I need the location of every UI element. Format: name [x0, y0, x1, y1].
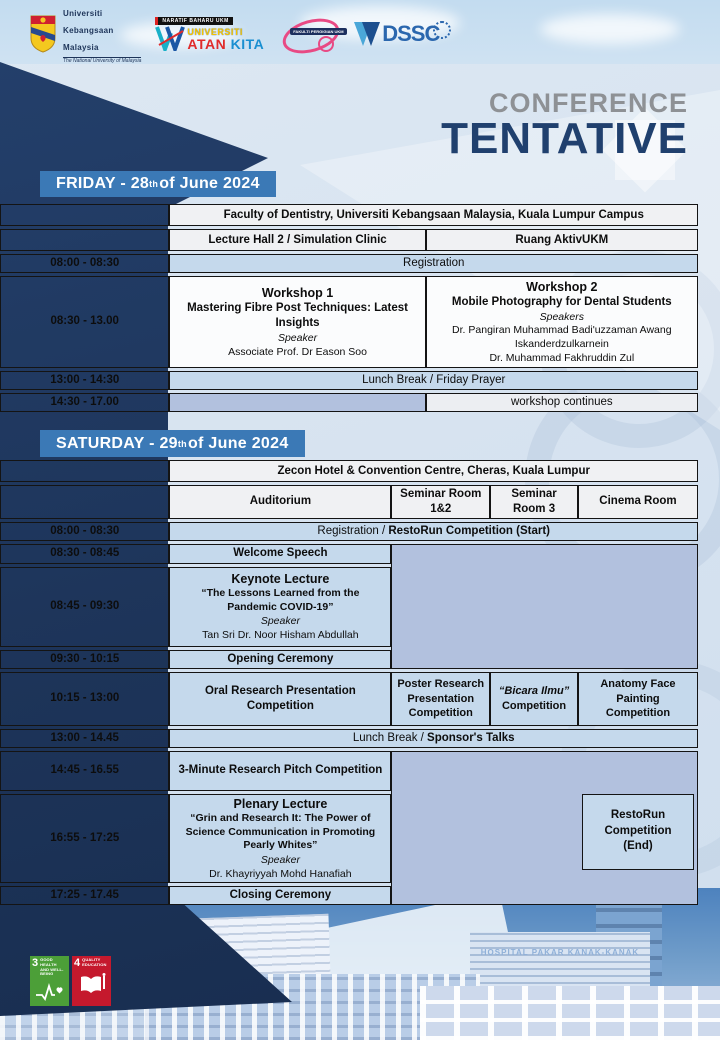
workshop2-subtitle: Mobile Photography for Dental Students — [451, 295, 672, 308]
workshop2-speaker-label: Speakers — [539, 310, 584, 323]
cloud-shape — [540, 14, 680, 44]
workshop1-cell — [169, 276, 425, 368]
keynote-quote: “The Lessons Learned from the Pandemic COVID-19” — [201, 587, 360, 613]
ukm-tagline: The National University of Malaysia — [63, 57, 142, 64]
lunch-text: Lunch Break / — [352, 731, 428, 744]
time-cell: 08:00 - 08:30 — [0, 254, 169, 273]
watan-top-text: NARATIF BAHARU UKM — [155, 17, 232, 25]
sdg3-label-line1: GOOD HEALTH — [40, 957, 57, 967]
sdg3-number: 3 — [32, 957, 39, 969]
watan-atan: ATAN — [187, 36, 227, 52]
time-cell — [0, 460, 169, 482]
heartbeat-icon — [35, 981, 65, 1003]
time-cell: 08:30 - 13.00 — [0, 276, 169, 368]
friday-banner-suffix: of June 2024 — [159, 175, 260, 192]
saturday-banner-suffix: of June 2024 — [187, 434, 289, 452]
saturday-venue-cell: Zecon Hotel & Convention Centre, Cheras, Kuala Lumpur — [169, 460, 698, 482]
sdg4-number: 4 — [74, 957, 81, 969]
workshop2-speaker2: Dr. Muhammad Fakhruddin Zul — [489, 351, 635, 364]
friday-banner-prefix: FRIDAY - 28 — [56, 175, 150, 192]
keynote-title: Keynote Lecture — [231, 571, 330, 586]
sponsors-talks-text: Sponsor's Talks — [427, 731, 515, 744]
workshop1-speaker-label: Speaker — [277, 331, 318, 344]
closing-ceremony-cell: Closing Ceremony — [169, 886, 391, 905]
ukm-logo — [28, 4, 141, 64]
friday-empty-cell — [169, 393, 425, 412]
saturday-schedule-table — [0, 457, 698, 908]
column-header-seminar3: Seminar Room 3 — [490, 485, 578, 519]
saturday-lunch-cell — [169, 729, 698, 748]
time-cell: 16:55 - 17:25 — [0, 794, 169, 883]
ukm-line1: Universiti — [63, 9, 103, 19]
workshop1-subtitle: Mastering Fibre Post Techniques: Latest Insights — [187, 301, 408, 329]
watan-w-icon — [155, 25, 185, 51]
oral-research-cell: Oral Research Presentation Competition — [169, 672, 391, 726]
workshop1-speaker: Associate Prof. Dr Eason Soo — [228, 345, 367, 358]
keynote-cell — [169, 567, 391, 647]
ukm-crest-icon — [28, 15, 58, 53]
research-pitch-cell: 3-Minute Research Pitch Competition — [169, 751, 391, 791]
merged-morning-cell — [391, 544, 698, 669]
watan-kita-line — [187, 37, 264, 51]
welcome-speech-cell: Welcome Speech — [169, 544, 391, 564]
dssc-triangle-icon — [362, 22, 380, 46]
sdg3-label — [40, 958, 67, 977]
sdg4-label-line2: EDUCATION — [82, 961, 107, 967]
watan-universiti: UNIVERSITI — [187, 27, 243, 37]
watan-kita: KITA — [230, 36, 265, 52]
watan-main — [155, 25, 264, 51]
dssc-globe-icon — [433, 21, 451, 39]
plenary-cell — [169, 794, 391, 883]
open-book-icon — [77, 973, 107, 995]
opening-ceremony-cell: Opening Ceremony — [169, 650, 391, 669]
registration-text: Registration / — [317, 524, 389, 537]
column-header-auditorium: Auditorium — [169, 485, 391, 519]
sdg4-badge — [72, 956, 111, 1006]
hospital-foreground — [420, 986, 720, 1040]
ukm-line2: Kebangsaan — [63, 25, 114, 35]
time-cell: 14:30 - 17.00 — [0, 393, 169, 412]
dssc-wordmark: DSSC — [382, 21, 440, 46]
keynote-speaker: Tan Sri Dr. Noor Hisham Abdullah — [202, 629, 359, 642]
poster-title-line1: CONFERENCE — [488, 88, 688, 118]
sdg3-badge — [30, 956, 69, 1006]
workshop2-title: Workshop 2 — [526, 279, 598, 294]
poster-title-line2: TENTATIVE — [441, 114, 688, 163]
time-cell — [0, 229, 169, 251]
time-cell: 09:30 - 10:15 — [0, 650, 169, 669]
poster-research-cell: Poster Research Presentation Competition — [391, 672, 490, 726]
logo-bar — [28, 9, 451, 64]
faculty-dentistry-logo — [278, 12, 344, 56]
plenary-title: Plenary Lecture — [233, 796, 328, 811]
watan-wordmark — [187, 28, 264, 51]
ukm-line3: Malaysia — [63, 42, 99, 52]
workshop2-cell — [426, 276, 698, 368]
hospital-sign-text: HOSPITAL PAKAR KANAK-KANAK — [480, 948, 640, 957]
faculty-label: FAKULTI PERGIGIAN UKM — [290, 28, 346, 35]
sdg3-label-line2: AND WELL-BEING — [40, 966, 64, 977]
time-cell — [0, 485, 169, 519]
anatomy-face-painting-cell: Anatomy Face Painting Competition — [578, 672, 698, 726]
bicara-ilmu-word: Competition — [501, 699, 567, 712]
sdg4-label — [82, 958, 106, 968]
time-cell: 08:30 - 08:45 — [0, 544, 169, 564]
restorun-start-text: RestoRun Competition (Start) — [388, 524, 551, 537]
bicara-ilmu-quote: “Bicara Ilmu” — [498, 685, 570, 698]
friday-venue-cell: Faculty of Dentistry, Universiti Kebangsaan Malaysia, Kuala Lumpur Campus — [169, 204, 698, 226]
saturday-registration-cell — [169, 522, 698, 541]
workshop1-title: Workshop 1 — [261, 285, 334, 300]
watan-kita-logo — [155, 17, 264, 51]
friday-schedule-table — [0, 201, 698, 415]
faculty-swoosh-icon — [318, 36, 334, 52]
dssc-logo — [354, 21, 451, 47]
keynote-speaker-label: Speaker — [260, 615, 300, 628]
sdg4-label-line1: QUALITY — [82, 957, 101, 962]
time-cell: 13:00 - 14:30 — [0, 371, 169, 390]
workshop2-speaker1: Dr. Pangiran Muhammad Badi'uzzaman Awang Iskanderdzulkarnein — [452, 324, 672, 351]
plenary-speaker: Dr. Khayriyyah Mohd Hanafiah — [209, 867, 352, 880]
saturday-banner-prefix: SATURDAY - 29 — [56, 434, 178, 452]
bicara-ilmu-cell — [490, 672, 578, 726]
column-header-seminar12: Seminar Room 1&2 — [391, 485, 490, 519]
column-header-cinema: Cinema Room — [578, 485, 698, 519]
plenary-speaker-label: Speaker — [260, 853, 300, 866]
merged-afternoon-cell — [391, 751, 698, 905]
time-cell — [0, 204, 169, 226]
plenary-quote: “Grin and Research It: The Power of Science Communication in Promoting Pearly Whites” — [185, 811, 376, 852]
time-cell: 13:00 - 14.45 — [0, 729, 169, 748]
saturday-banner — [40, 430, 305, 457]
friday-banner-sup: th — [149, 179, 159, 189]
time-cell: 17:25 - 17.45 — [0, 886, 169, 905]
friday-banner — [40, 171, 276, 197]
faculty-swirl-icon — [279, 13, 344, 60]
friday-registration-cell: Registration — [169, 254, 698, 273]
workshop-continues-cell: workshop continues — [426, 393, 698, 412]
friday-lunch-cell: Lunch Break / Friday Prayer — [169, 371, 698, 390]
time-cell: 08:45 - 09:30 — [0, 567, 169, 647]
restorun-end-cell: RestoRun Competition (End) — [582, 794, 694, 870]
friday-col2-header: Ruang AktivUKM — [426, 229, 698, 251]
time-cell: 14:45 - 16.55 — [0, 751, 169, 791]
saturday-banner-sup: th — [177, 438, 187, 449]
time-cell: 10:15 - 13:00 — [0, 672, 169, 726]
time-cell: 08:00 - 08:30 — [0, 522, 169, 541]
friday-col1-header: Lecture Hall 2 / Simulation Clinic — [169, 229, 425, 251]
ukm-logo-text — [63, 4, 141, 64]
